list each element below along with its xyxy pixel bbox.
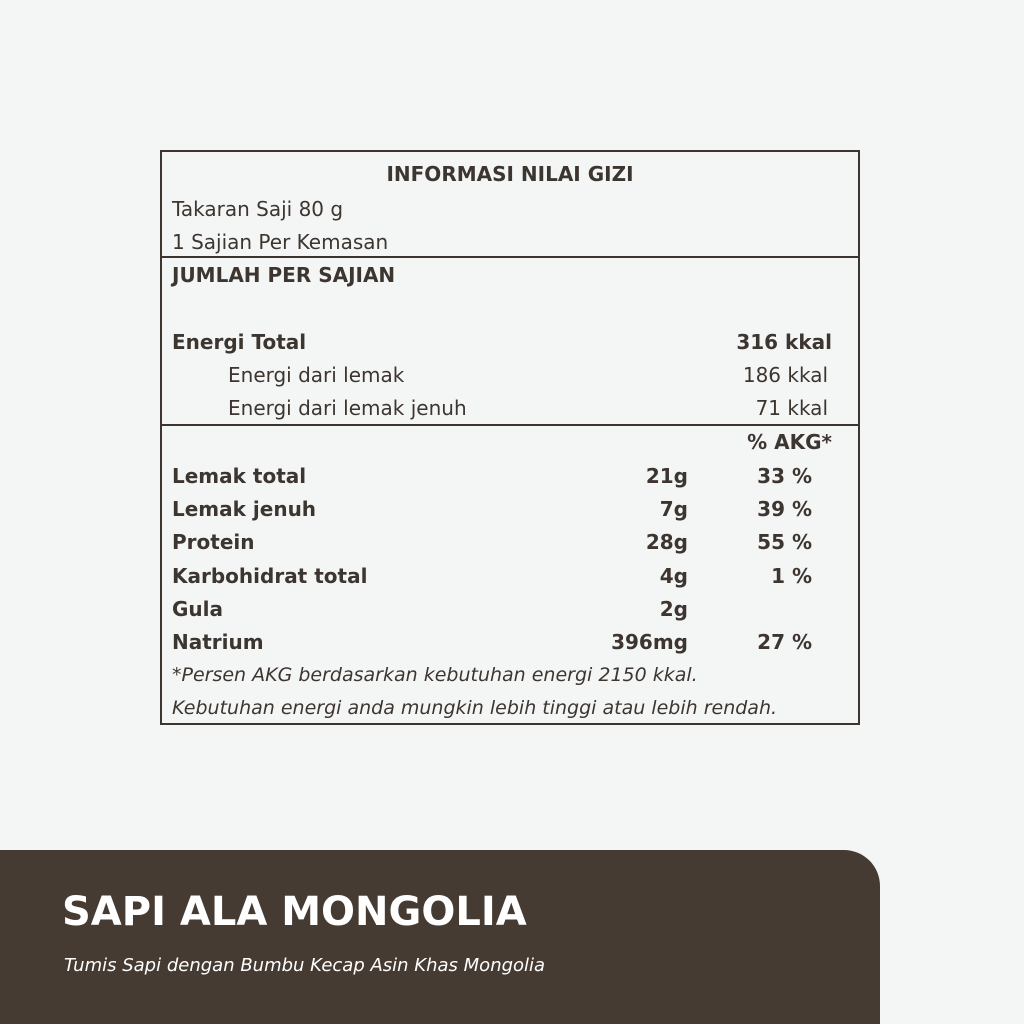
akg-header: % AKG* (747, 430, 832, 454)
nutrient-amount: 2g (659, 597, 688, 621)
nutrient-akg: 39 % (757, 497, 812, 521)
nutrient-akg: 27 % (757, 630, 812, 654)
nutrient-name: Lemak jenuh (172, 497, 317, 521)
nutrient-name: Natrium (172, 630, 264, 654)
divider (162, 424, 858, 426)
product-subtitle: Tumis Sapi dengan Bumbu Kecap Asin Khas Mongolia (64, 955, 546, 976)
nutrient-name: Gula (172, 597, 224, 621)
nutrient-name: Karbohidrat total (172, 564, 368, 588)
energy-from-sat-fat-value: 71 kkal (755, 396, 828, 420)
footnote: *Persen AKG berdasarkan kebutuhan energi 2150 kkal. (172, 664, 698, 686)
nutrient-name: Lemak total (172, 464, 307, 488)
nutrient-akg: 1 % (771, 564, 812, 588)
nutrient-akg: 33 % (757, 464, 812, 488)
nutrient-amount: 7g (659, 497, 688, 521)
amount-per-serving-header: JUMLAH PER SAJIAN (172, 263, 396, 287)
energy-total-value: 316 kkal (736, 330, 832, 354)
nutrient-akg: 55 % (757, 530, 812, 554)
servings-per-pack: 1 Sajian Per Kemasan (172, 230, 389, 254)
serving-size: Takaran Saji 80 g (172, 197, 344, 221)
nutrient-amount: 21g (645, 464, 688, 488)
energy-from-fat-value: 186 kkal (742, 363, 828, 387)
footnote: Kebutuhan energi anda mungkin lebih tinggi atau lebih rendah. (172, 697, 778, 719)
panel-title: INFORMASI NILAI GIZI (386, 162, 634, 186)
product-banner (0, 850, 880, 1024)
energy-total-label: Energi Total (172, 330, 307, 354)
nutrient-name: Protein (172, 530, 255, 554)
divider (162, 256, 858, 258)
nutrition-facts-panel (160, 150, 860, 725)
energy-from-sat-fat-label: Energi dari lemak jenuh (228, 396, 467, 420)
nutrient-amount: 28g (645, 530, 688, 554)
energy-from-fat-label: Energi dari lemak (228, 363, 405, 387)
product-title: SAPI ALA MONGOLIA (62, 889, 527, 935)
nutrient-amount: 396mg (611, 630, 688, 654)
nutrient-amount: 4g (659, 564, 688, 588)
